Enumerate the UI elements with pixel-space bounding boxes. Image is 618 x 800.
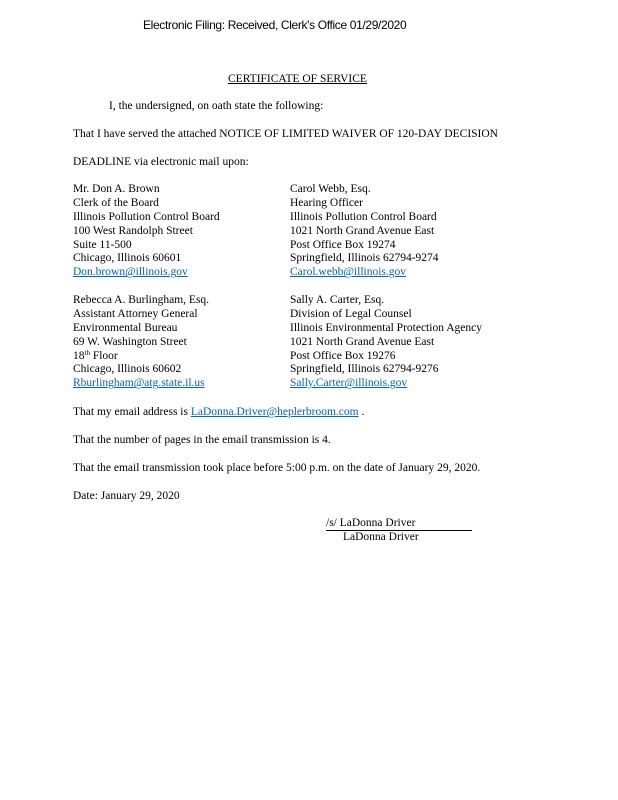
email-address-statement	[73, 405, 364, 419]
floor-suffix: th	[84, 348, 90, 357]
recipient-line: Hearing Officer	[290, 196, 363, 209]
recipient-line: Environmental Bureau	[73, 321, 178, 334]
sender-email-link[interactable]: LaDonna.Driver@heplerbroom.com	[190, 406, 359, 418]
recipient-block-burlingham	[73, 294, 209, 391]
recipient-block-brown	[73, 183, 220, 280]
recipient-line: Illinois Pollution Control Board	[73, 210, 220, 223]
signature-line: /s/ LaDonna Driver	[326, 517, 472, 531]
recipient-name: Rebecca A. Burlingham, Esq.	[73, 294, 210, 306]
email-statement-suffix: .	[361, 406, 365, 418]
signature-block	[326, 516, 472, 531]
pages-statement: That the number of pages in the email transmission is 4.	[73, 434, 331, 446]
floor-number: 18	[73, 349, 85, 362]
time-statement: That the email transmission took place before 5:00 p.m. on the date of January 29, 2020.	[73, 462, 481, 474]
recipient-line: Suite 11-500	[73, 238, 132, 251]
email-statement-prefix: That my email address is	[73, 406, 188, 418]
recipient-line: Post Office Box 19274	[290, 238, 396, 251]
recipient-line: Illinois Pollution Control Board	[290, 210, 437, 223]
recipient-line: Post Office Box 19276	[290, 349, 396, 362]
recipient-line: Division of Legal Counsel	[290, 307, 412, 320]
date-line: Date: January 29, 2020	[73, 490, 180, 502]
recipient-line: Chicago, Illinois 60601	[73, 252, 182, 265]
served-statement-line-2: DEADLINE via electronic mail upon:	[73, 156, 249, 168]
recipient-line: Clerk of the Board	[73, 196, 159, 209]
recipient-line: 1021 North Grand Avenue East	[290, 335, 435, 348]
recipient-block-webb	[290, 183, 439, 280]
certificate-title: CERTIFICATE OF SERVICE	[228, 73, 367, 85]
floor-word: Floor	[92, 349, 118, 362]
recipient-name: Carol Webb, Esq.	[290, 183, 371, 195]
recipient-line: Illinois Environmental Protection Agency	[290, 321, 482, 334]
recipient-line: Springfield, Illinois 62794-9274	[290, 252, 439, 265]
recipient-block-carter	[290, 294, 482, 391]
electronic-filing-stamp: Electronic Filing: Received, Clerk's Office 01/29/2020	[143, 18, 407, 32]
recipient-email-link[interactable]: Carol.webb@illinois.gov	[290, 266, 406, 279]
recipient-line: Chicago, Illinois 60602	[73, 363, 182, 376]
recipient-line: 1021 North Grand Avenue East	[290, 224, 435, 237]
served-statement-line-1: That I have served the attached NOTICE OF LIMITED WAIVER OF 120-DAY DECISION	[73, 128, 498, 140]
recipient-name: Mr. Don A. Brown	[73, 183, 160, 195]
recipient-name: Sally A. Carter, Esq.	[290, 294, 385, 306]
intro-statement: I, the undersigned, on oath state the following:	[109, 100, 324, 112]
recipient-line: 69 W. Washington Street	[73, 335, 187, 348]
recipient-email-link[interactable]: Don.brown@illinois.gov	[73, 266, 188, 279]
recipient-line: Assistant Attorney General	[73, 307, 198, 320]
recipient-floor-line	[73, 350, 209, 364]
recipient-line: Springfield, Illinois 62794-9276	[290, 363, 439, 376]
recipient-email-link[interactable]: Sally.Carter@illinois.gov	[290, 377, 408, 390]
signer-name: LaDonna Driver	[343, 531, 419, 543]
recipient-email-link[interactable]: Rburlingham@atg.state.il.us	[73, 377, 205, 390]
recipient-line: 100 West Randolph Street	[73, 224, 193, 237]
